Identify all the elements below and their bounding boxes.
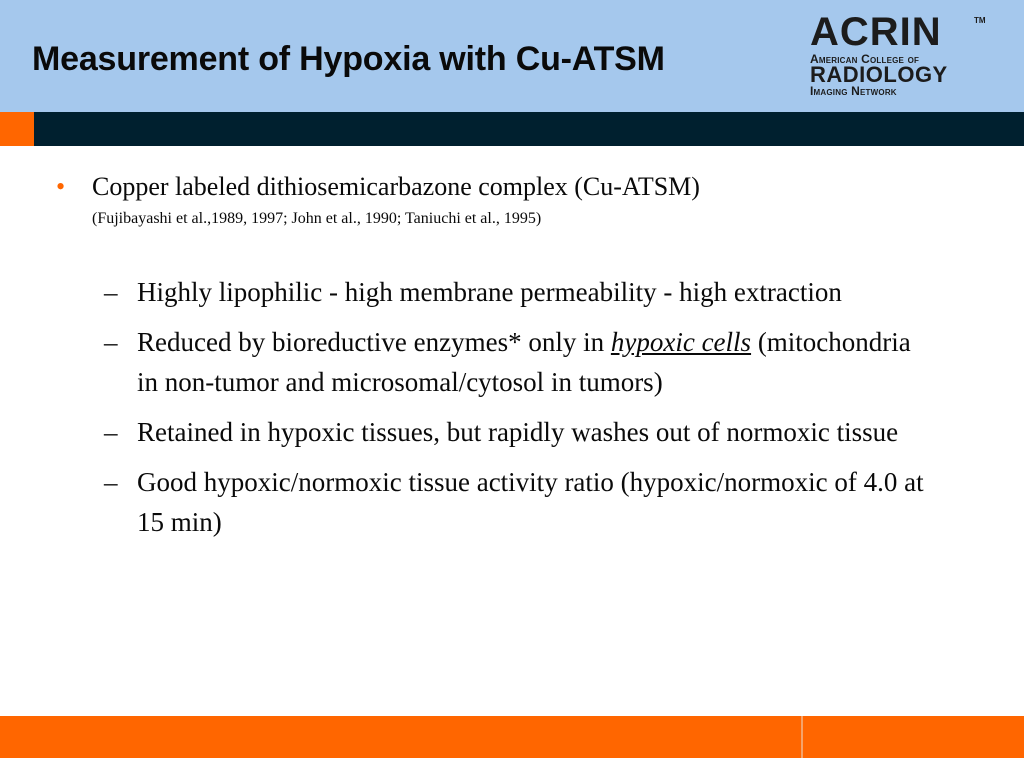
- sub-bullet-dash: –: [104, 417, 118, 447]
- sub-bullet-item: [104, 322, 924, 402]
- slide-title: Measurement of Hypoxia with Cu-ATSM: [32, 40, 665, 78]
- bullet-marker: •: [56, 172, 66, 201]
- sub-bullet-dash: –: [104, 277, 118, 307]
- sub-bullet-text-before: Reduced by bioreductive enzymes* only in: [137, 327, 611, 357]
- bullet-citation: (Fujibayashi et al.,1989, 1997; John et al., 1990; Taniuchi et al., 1995): [92, 210, 542, 227]
- bottom-band-separator: [801, 716, 803, 758]
- bottom-orange-band: [0, 716, 1024, 758]
- bullet-text: Copper labeled dithiosemicarbazone complex (Cu-ATSM): [92, 172, 700, 201]
- sub-bullet-text-after: (mitochondria in non-tumor and microsomal/cytosol in tumors): [137, 327, 911, 397]
- logo-trademark: TM: [974, 16, 986, 25]
- sub-bullet-text: Good hypoxic/normoxic tissue activity ratio (hypoxic/normoxic of 4.0 at 15 min): [137, 467, 924, 537]
- header-band: [0, 0, 1024, 112]
- orange-accent-block: [0, 112, 34, 146]
- logo-line-radiology: RADIOLOGY: [810, 62, 948, 87]
- logo-line-college: American College of: [810, 52, 920, 66]
- dark-divider-band: [34, 112, 1024, 146]
- logo-acrin-text: ACRIN: [810, 10, 942, 54]
- sub-bullet-item: [104, 272, 924, 312]
- logo-line-network: Imaging Network: [810, 84, 897, 98]
- sub-bullet-item: [104, 462, 924, 542]
- sub-bullet-dash: –: [104, 467, 118, 497]
- sub-bullet-item: [104, 412, 924, 452]
- acrin-logo: [808, 10, 988, 100]
- sub-bullet-dash: –: [104, 327, 118, 357]
- sub-bullet-list: [104, 272, 924, 552]
- sub-bullet-text: Highly lipophilic - high membrane permeability - high extraction: [137, 277, 842, 307]
- hypoxic-cells-emphasis: hypoxic cells: [610, 327, 752, 357]
- sub-bullet-text: Retained in hypoxic tissues, but rapidly washes out of normoxic tissue: [137, 417, 899, 447]
